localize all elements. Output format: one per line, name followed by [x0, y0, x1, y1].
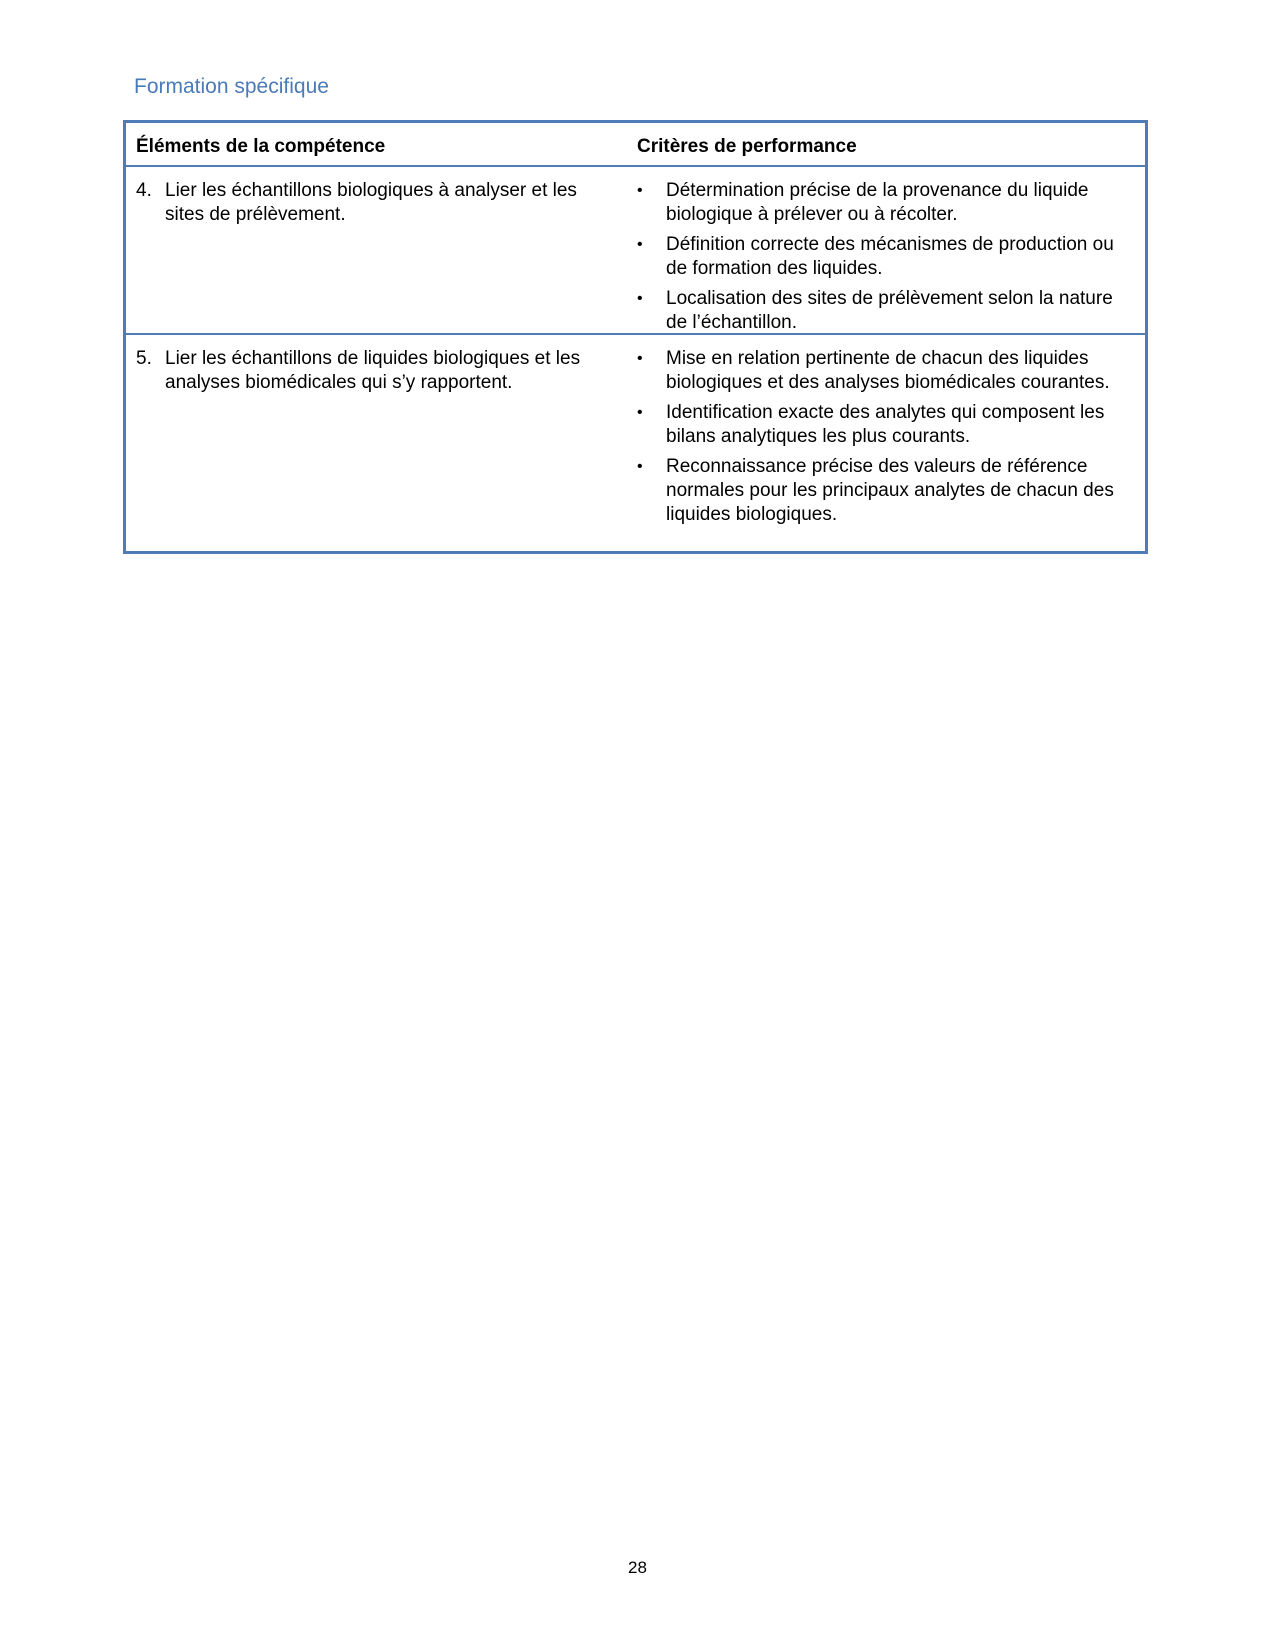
criteria-text: Détermination précise de la provenance du liquide biologique à prélever ou à récolter. — [666, 180, 1089, 225]
element-number: 4. — [136, 180, 152, 201]
bullet-icon: • — [637, 350, 643, 367]
bullet-icon: • — [637, 290, 643, 307]
criteria-text: Reconnaissance précise des valeurs de référence normales pour les principaux analytes de chacun des liquides biologiques. — [666, 456, 1114, 525]
bullet-icon: • — [637, 182, 643, 199]
bullet-icon: • — [637, 404, 643, 421]
element-item — [136, 347, 637, 395]
criteria-item — [637, 233, 1145, 281]
competence-table — [123, 120, 1148, 554]
bullet-icon: • — [637, 458, 643, 475]
element-text: Lier les échantillons de liquides biologiques et les analyses biomédicales qui s’y rapportent. — [165, 348, 581, 393]
criteria-text: Identification exacte des analytes qui composent les bilans analytiques les plus courants. — [666, 402, 1105, 447]
criteria-item — [637, 287, 1145, 335]
criteria-item — [637, 179, 1145, 227]
element-cell — [126, 167, 637, 333]
section-title: Formation spécifique — [134, 75, 329, 98]
criteria-cell — [637, 335, 1145, 551]
page-number: 28 — [628, 1558, 647, 1577]
criteria-item — [637, 347, 1145, 395]
table-row — [126, 167, 1145, 335]
table-row — [126, 335, 1145, 551]
criteria-item — [637, 401, 1145, 449]
element-cell — [126, 335, 637, 551]
header-elements: Éléments de la compétence — [136, 136, 386, 157]
criteria-text: Localisation des sites de prélèvement selon la nature de l’échantillon. — [666, 288, 1113, 333]
criteria-cell — [637, 167, 1145, 333]
table-header-row — [126, 123, 1145, 167]
criteria-item — [637, 455, 1145, 527]
criteria-text: Définition correcte des mécanismes de production ou de formation des liquides. — [666, 234, 1114, 279]
element-number: 5. — [136, 348, 152, 369]
criteria-text: Mise en relation pertinente de chacun des liquides biologiques et des analyses biomédicales courantes. — [666, 348, 1110, 393]
header-criteria: Critères de performance — [637, 136, 857, 157]
element-item — [136, 179, 637, 227]
bullet-icon: • — [637, 236, 643, 253]
element-text: Lier les échantillons biologiques à analyser et les sites de prélèvement. — [165, 180, 577, 225]
